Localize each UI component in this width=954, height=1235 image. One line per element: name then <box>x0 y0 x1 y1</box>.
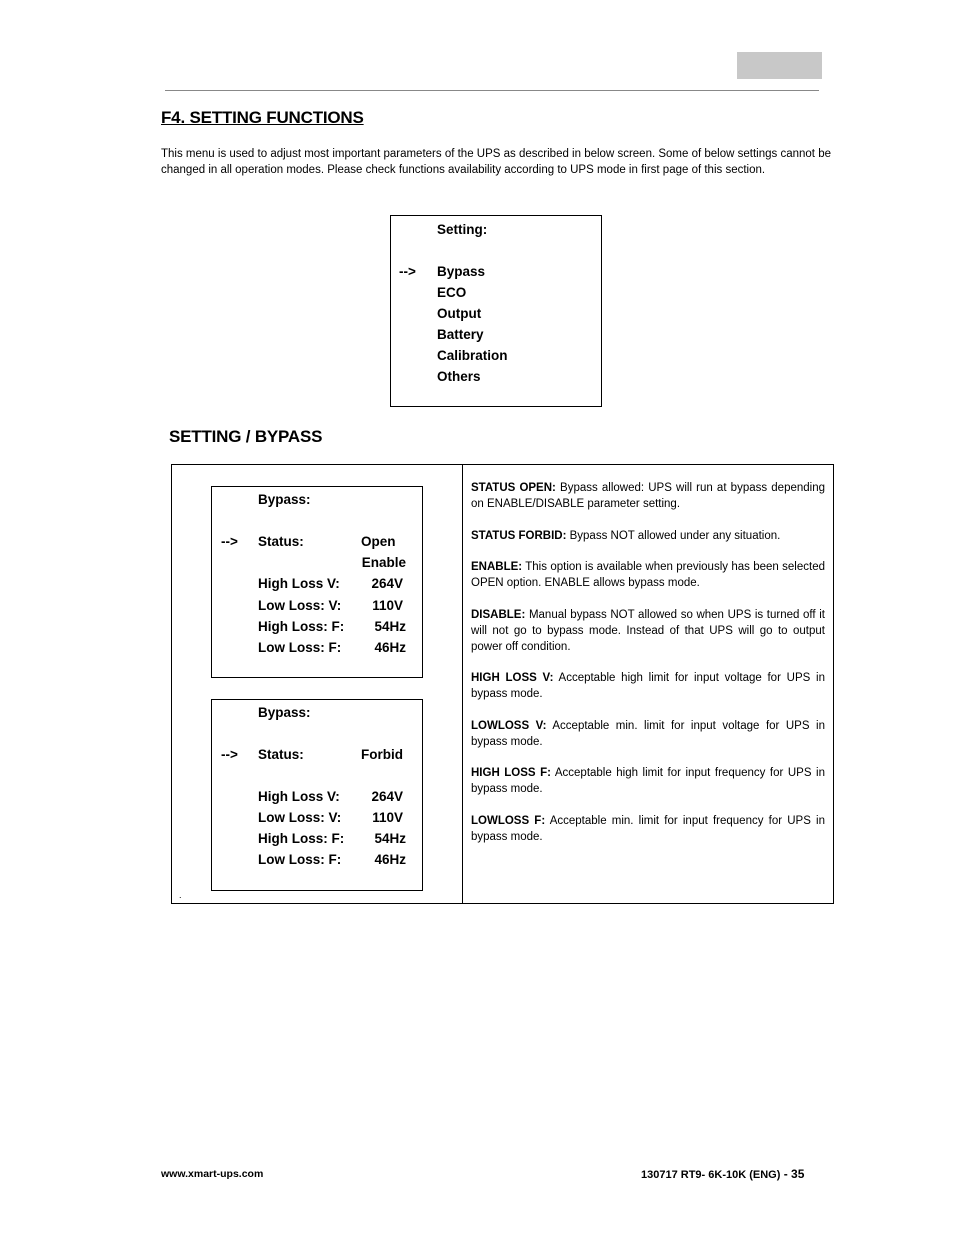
desc-text: Acceptable min. limit for input voltage for UPS in bypass mode. <box>471 720 825 748</box>
desc-disable <box>471 608 825 655</box>
footer-doc-code: 130717 RT9- 6K-10K (ENG) <box>641 1169 781 1181</box>
desc-status-forbid <box>471 529 825 545</box>
desc-lowloss-v <box>471 719 825 751</box>
low-loss-f-value: 46Hz <box>374 852 406 867</box>
menu-item-battery: Battery <box>437 327 484 342</box>
low-loss-v-value: 110V <box>372 810 403 825</box>
menu-item-battery-row <box>391 324 601 345</box>
selection-arrow: --> <box>221 534 238 549</box>
bypass-screen-title: Bypass: <box>258 492 311 507</box>
high-loss-v-row <box>212 573 422 594</box>
desc-lowloss-f <box>471 814 825 846</box>
high-loss-f-label: High Loss: F: <box>258 831 345 846</box>
low-loss-f-row <box>212 637 422 658</box>
low-loss-v-label: Low Loss: V: <box>258 598 342 613</box>
menu-item-others: Others <box>437 369 481 384</box>
high-loss-v-label: High Loss V: <box>258 789 340 804</box>
bypass-screen-title: Bypass: <box>258 705 311 720</box>
low-loss-f-row <box>212 849 422 870</box>
setting-menu-screen <box>390 215 602 407</box>
stray-dot: . <box>179 890 182 900</box>
status-value: Open <box>361 534 396 549</box>
high-loss-v-value: 264V <box>371 576 403 591</box>
menu-item-calibration: Calibration <box>437 348 508 363</box>
desc-term: HIGH LOSS F: <box>471 767 551 779</box>
header-gray-box <box>737 52 822 79</box>
status-label: Status: <box>258 747 304 762</box>
high-loss-v-value: 264V <box>371 789 403 804</box>
desc-status-open <box>471 481 825 513</box>
desc-text: Acceptable high limit for input voltage for UPS in bypass mode. <box>471 672 825 700</box>
low-loss-v-label: Low Loss: V: <box>258 810 342 825</box>
menu-item-eco-row <box>391 282 601 303</box>
low-loss-f-label: Low Loss: F: <box>258 640 342 655</box>
menu-item-calibration-row <box>391 345 601 366</box>
header-rule <box>165 90 819 91</box>
desc-term: DISABLE: <box>471 609 526 621</box>
high-loss-v-label: High Loss V: <box>258 576 340 591</box>
intro-paragraph: This menu is used to adjust most important parameters of the UPS as described in below screen. Some of below settings cannot be changed in all operation modes. Please check functions availability according to UPS mode in first page of this section. <box>161 148 831 176</box>
status-row <box>212 744 422 765</box>
low-loss-v-value: 110V <box>372 598 403 613</box>
bypass-section-title: SETTING / BYPASS <box>169 427 323 446</box>
desc-text: Acceptable min. limit for input frequency for UPS in bypass mode. <box>471 815 825 843</box>
menu-item-bypass: Bypass <box>437 264 486 279</box>
section-title: F4. SETTING FUNCTIONS <box>161 108 364 127</box>
status-value: Forbid <box>361 747 403 762</box>
low-loss-f-value: 46Hz <box>374 640 406 655</box>
low-loss-v-row <box>212 807 422 828</box>
high-loss-v-row <box>212 786 422 807</box>
desc-text: Acceptable high limit for input frequency for UPS in bypass mode. <box>471 767 825 795</box>
bypass-open-screen <box>211 486 423 678</box>
desc-enable <box>471 560 825 592</box>
status-sub-row <box>212 552 422 573</box>
desc-text: Bypass allowed: UPS will run at bypass depending on ENABLE/DISABLE parameter setting. <box>471 482 825 510</box>
desc-term: STATUS OPEN: <box>471 482 556 494</box>
high-loss-f-value: 54Hz <box>374 619 406 634</box>
desc-term: LOWLOSS V: <box>471 720 547 732</box>
high-loss-f-label: High Loss: F: <box>258 619 345 634</box>
desc-high-loss-f <box>471 766 825 798</box>
bypass-title-row <box>212 702 422 723</box>
desc-term: ENABLE: <box>471 561 523 573</box>
menu-item-others-row <box>391 366 601 387</box>
footer-website: www.xmart-ups.com <box>161 1168 264 1180</box>
selection-arrow: --> <box>399 264 416 279</box>
bypass-title-row <box>212 489 422 510</box>
menu-item-bypass-row <box>391 261 601 282</box>
table-column-divider <box>462 464 463 904</box>
low-loss-f-label: Low Loss: F: <box>258 852 342 867</box>
setting-menu-title: Setting: <box>437 222 488 237</box>
desc-term: LOWLOSS F: <box>471 815 546 827</box>
menu-item-output-row <box>391 303 601 324</box>
page-number: - 35 <box>780 1167 805 1181</box>
selection-arrow: --> <box>221 747 238 762</box>
menu-item-eco: ECO <box>437 285 467 300</box>
menu-item-output: Output <box>437 306 482 321</box>
high-loss-f-row <box>212 616 422 637</box>
desc-term: HIGH LOSS V: <box>471 672 554 684</box>
status-row <box>212 531 422 552</box>
high-loss-f-row <box>212 828 422 849</box>
setting-menu-title-row <box>391 219 601 240</box>
desc-text: Manual bypass NOT allowed so when UPS is turned off it will not go to bypass mode. Instead of that UPS will go to output power off condition. <box>471 609 825 653</box>
bypass-forbid-screen <box>211 699 423 891</box>
status-label: Status: <box>258 534 304 549</box>
low-loss-v-row <box>212 595 422 616</box>
footer-doc-info <box>641 1167 804 1181</box>
high-loss-f-value: 54Hz <box>374 831 406 846</box>
desc-text: Bypass NOT allowed under any situation. <box>566 530 781 542</box>
desc-term: STATUS FORBID: <box>471 530 567 542</box>
desc-text: This option is available when previously has been selected OPEN option. ENABLE allows bypass mode. <box>471 561 825 589</box>
status-sub-value: Enable <box>361 555 406 570</box>
desc-high-loss-v <box>471 671 825 703</box>
